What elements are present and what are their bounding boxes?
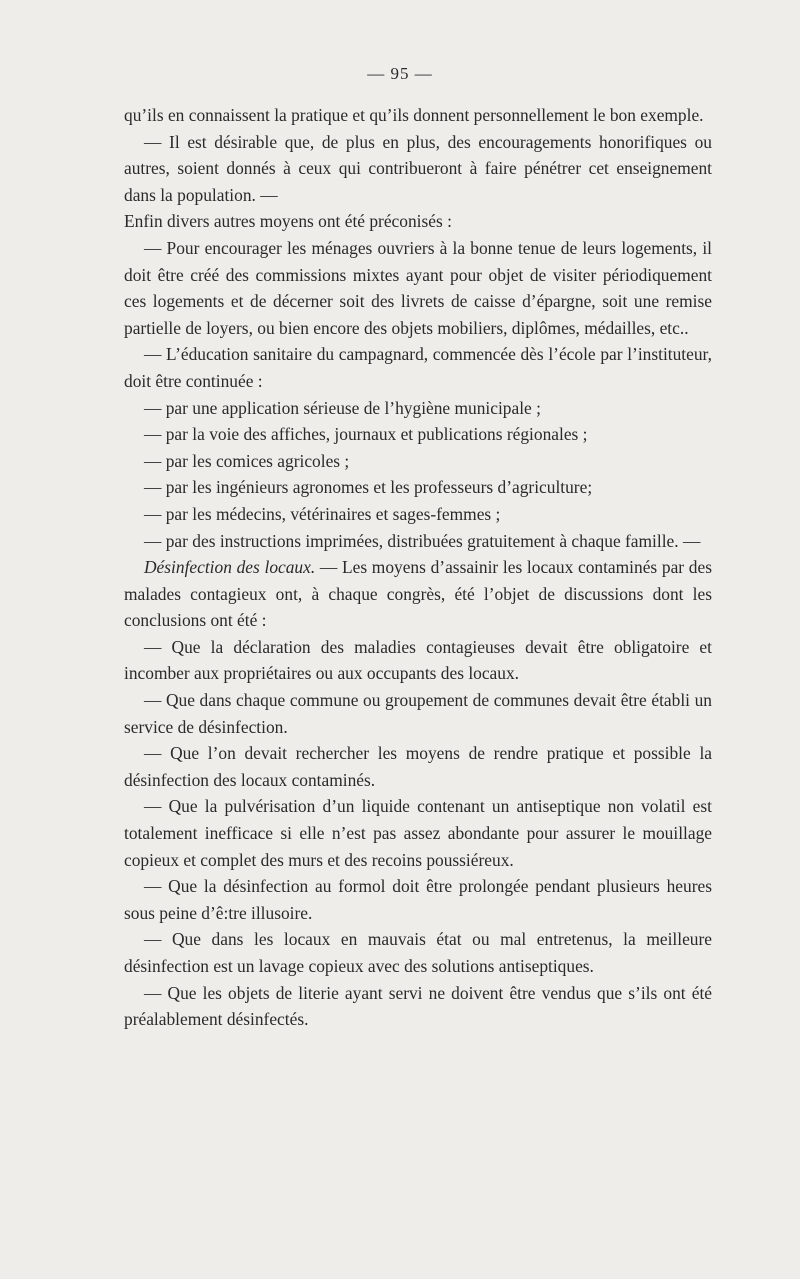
list-item: — par les médecins, vétérinaires et sages-femmes ;: [144, 503, 501, 524]
conclusion-item: — Que la pulvérisation d’un liquide contenant un antiseptique non volatil est totalement inefficace si elle n’est pas assez abondante pour assurer le mouillage copieux et complet des murs et des recoins poussiéreux.: [124, 796, 712, 870]
paragraph-other-means: Enfin divers autres moyens ont été préconisés :: [124, 211, 452, 232]
page-number: — 95 —: [367, 64, 433, 83]
paragraph-encouragements: — Il est désirable que, de plus en plus, des encouragements honorifiques ou autres, soient donnés à ceux qui contribueront à faire pénétrer cet enseignement dans la population. —: [124, 131, 712, 205]
list-item: — par une application sérieuse de l’hygiène municipale ;: [144, 397, 541, 418]
list-item: — par les comices agricoles ;: [144, 450, 350, 471]
list-item: — par les ingénieurs agronomes et les professeurs d’agriculture;: [144, 477, 593, 498]
paragraph-households: — Pour encourager les ménages ouvriers à la bonne tenue de leurs logements, il doit être créé des commissions mixtes ayant pour objet de visiter périodiquement ces logements et de décerner soit des livrets de caisse d’épargne, soit une remise partielle de loyers, ou bien encore des objets mobiliers, diplômes, médailles, etc..: [124, 237, 712, 338]
conclusion-item: — Que la désinfection au formol doit être prolongée pendant plusieurs heures sous peine d’ê:tre illusoire.: [124, 876, 712, 923]
conclusion-item: — Que dans les locaux en mauvais état ou mal entretenus, la meilleure désinfection est un lavage copieux avec des solutions antiseptiques.: [124, 929, 712, 976]
list-item: — par des instructions imprimées, distribuées gratuitement à chaque famille. —: [144, 530, 701, 551]
disinfection-intro: — Les moyens d’assainir les locaux contaminés par des malades contagieux ont, à chaque congrès, été l’objet de discussions dont les conclusions ont été :: [124, 557, 712, 631]
conclusion-item: — Que dans chaque commune ou groupement de communes devait être établi un service de désinfection.: [124, 690, 712, 737]
body-text: [124, 102, 712, 1033]
paragraph-continuation: qu’ils en connaissent la pratique et qu’ils donnent personnellement le bon exemple.: [124, 105, 704, 125]
disinfection-heading: Désinfection des locaux.: [144, 557, 316, 578]
conclusion-item: — Que l’on devait rechercher les moyens de rendre pratique et possible la désinfection des locaux contaminés.: [124, 743, 712, 790]
paragraph-disinfection: [124, 554, 712, 634]
list-item: — par la voie des affiches, journaux et publications régionales ;: [144, 424, 588, 445]
conclusion-item: — Que les objets de literie ayant servi ne doivent être vendus que s’ils ont été préalablement désinfectés.: [124, 982, 712, 1030]
paragraph-sanitary-education: — L’éducation sanitaire du campagnard, commencée dès l’école par l’instituteur, doit être continuée :: [124, 344, 712, 391]
conclusion-item: — Que la déclaration des maladies contagieuses devait être obligatoire et incomber aux propriétaires ou aux occupants des locaux.: [124, 636, 712, 684]
